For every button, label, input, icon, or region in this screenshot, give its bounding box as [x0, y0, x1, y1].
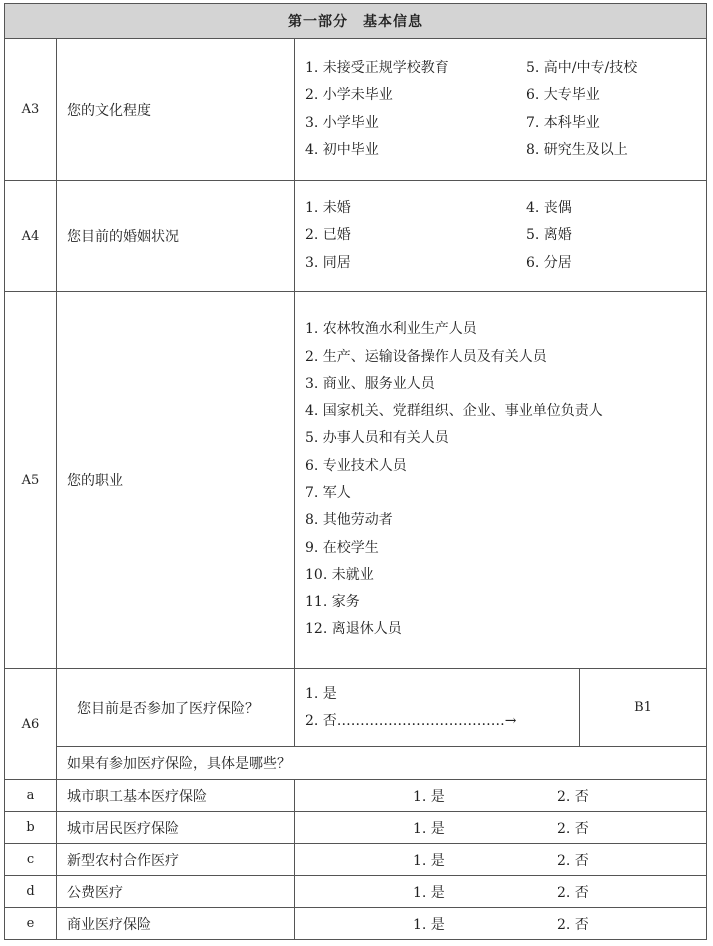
item-code: c	[5, 844, 57, 876]
insurance-options	[295, 876, 707, 908]
followup-question: 如果有参加医疗保险，具体是哪些？	[57, 747, 707, 780]
option[interactable]: 3. 商业、服务业人员	[305, 375, 435, 392]
followup-row	[5, 747, 707, 780]
insurance-row-d	[5, 876, 707, 908]
insurance-row-a	[5, 780, 707, 812]
option-no-skip[interactable]: 2. 否………………………………→	[305, 712, 517, 729]
question-row-a5	[5, 292, 707, 669]
option[interactable]: 1. 农林牧渔水利业生产人员	[305, 321, 477, 338]
option[interactable]: 5. 离婚	[526, 227, 572, 244]
option[interactable]: 11. 家务	[305, 594, 360, 611]
insurance-row-e	[5, 908, 707, 940]
skip-target: B1	[580, 669, 707, 747]
item-code: e	[5, 908, 57, 940]
option[interactable]: 1. 未接受正规学校教育	[305, 59, 449, 76]
options-grid	[305, 55, 706, 164]
option[interactable]: 9. 在校学生	[305, 539, 379, 556]
option[interactable]: 2. 小学未毕业	[305, 87, 393, 104]
insurance-name: 城市居民医疗保险	[57, 812, 295, 844]
option[interactable]: 5. 办事人员和有关人员	[305, 430, 449, 447]
question-row-a4	[5, 181, 707, 292]
insurance-options	[295, 844, 707, 876]
option-yes[interactable]: 1. 是	[413, 884, 445, 901]
options-cell	[295, 292, 707, 669]
question-row-a6	[5, 669, 707, 747]
option[interactable]: 12. 离退休人员	[305, 621, 402, 638]
question-code: A6	[5, 669, 57, 780]
option[interactable]: 4. 国家机关、党群组织、企业、事业单位负责人	[305, 403, 603, 420]
insurance-name: 公费医疗	[57, 876, 295, 908]
option[interactable]: 7. 本科毕业	[526, 114, 600, 131]
option-no[interactable]: 2. 否	[557, 916, 589, 933]
option[interactable]: 6. 分居	[526, 254, 572, 271]
insurance-row-c	[5, 844, 707, 876]
option-no[interactable]: 2. 否	[557, 820, 589, 837]
option[interactable]: 8. 其他劳动者	[305, 512, 393, 529]
option-yes[interactable]: 1. 是	[413, 852, 445, 869]
option[interactable]: 6. 大专毕业	[526, 87, 600, 104]
option[interactable]: 2. 生产、运输设备操作人员及有关人员	[305, 348, 547, 365]
option[interactable]: 4. 丧偶	[526, 200, 572, 217]
insurance-options	[295, 908, 707, 940]
insurance-options	[295, 780, 707, 812]
question-text: 您目前是否参加了医疗保险？	[57, 669, 295, 747]
questionnaire-table	[4, 3, 707, 940]
options-grid	[305, 195, 706, 277]
option[interactable]: 3. 小学毕业	[305, 114, 379, 131]
option[interactable]: 8. 研究生及以上	[526, 141, 628, 158]
option-yes[interactable]: 1. 是	[413, 916, 445, 933]
question-text: 您的职业	[57, 292, 295, 669]
item-code: d	[5, 876, 57, 908]
option[interactable]: 2. 已婚	[305, 227, 351, 244]
options-cell	[295, 39, 707, 181]
option-no[interactable]: 2. 否	[557, 788, 589, 805]
option[interactable]: 6. 专业技术人员	[305, 457, 407, 474]
option-yes[interactable]: 1. 是	[413, 820, 445, 837]
option-no[interactable]: 2. 否	[557, 852, 589, 869]
insurance-options	[295, 812, 707, 844]
question-text: 您目前的婚姻状况	[57, 181, 295, 292]
option[interactable]: 4. 初中毕业	[305, 141, 379, 158]
yes-no-options	[295, 669, 580, 747]
section-header-row	[5, 4, 707, 39]
question-code: A4	[5, 181, 57, 292]
question-code: A5	[5, 292, 57, 669]
options-list	[305, 316, 706, 644]
option-yes[interactable]: 1. 是	[305, 685, 337, 702]
option-yes[interactable]: 1. 是	[413, 788, 445, 805]
option-no[interactable]: 2. 否	[557, 884, 589, 901]
options-cell	[295, 181, 707, 292]
insurance-name: 商业医疗保险	[57, 908, 295, 940]
option[interactable]: 3. 同居	[305, 254, 351, 271]
option[interactable]: 10. 未就业	[305, 566, 374, 583]
option[interactable]: 1. 未婚	[305, 200, 351, 217]
option[interactable]: 7. 军人	[305, 485, 351, 501]
item-code: a	[5, 780, 57, 812]
insurance-name: 城市职工基本医疗保险	[57, 780, 295, 812]
insurance-row-b	[5, 812, 707, 844]
question-row-a3	[5, 39, 707, 181]
question-text: 您的文化程度	[57, 39, 295, 181]
question-code: A3	[5, 39, 57, 181]
insurance-name: 新型农村合作医疗	[57, 844, 295, 876]
item-code: b	[5, 812, 57, 844]
option[interactable]: 5. 高中/中专/技校	[526, 59, 638, 76]
section-title: 第一部分 基本信息	[5, 4, 707, 39]
